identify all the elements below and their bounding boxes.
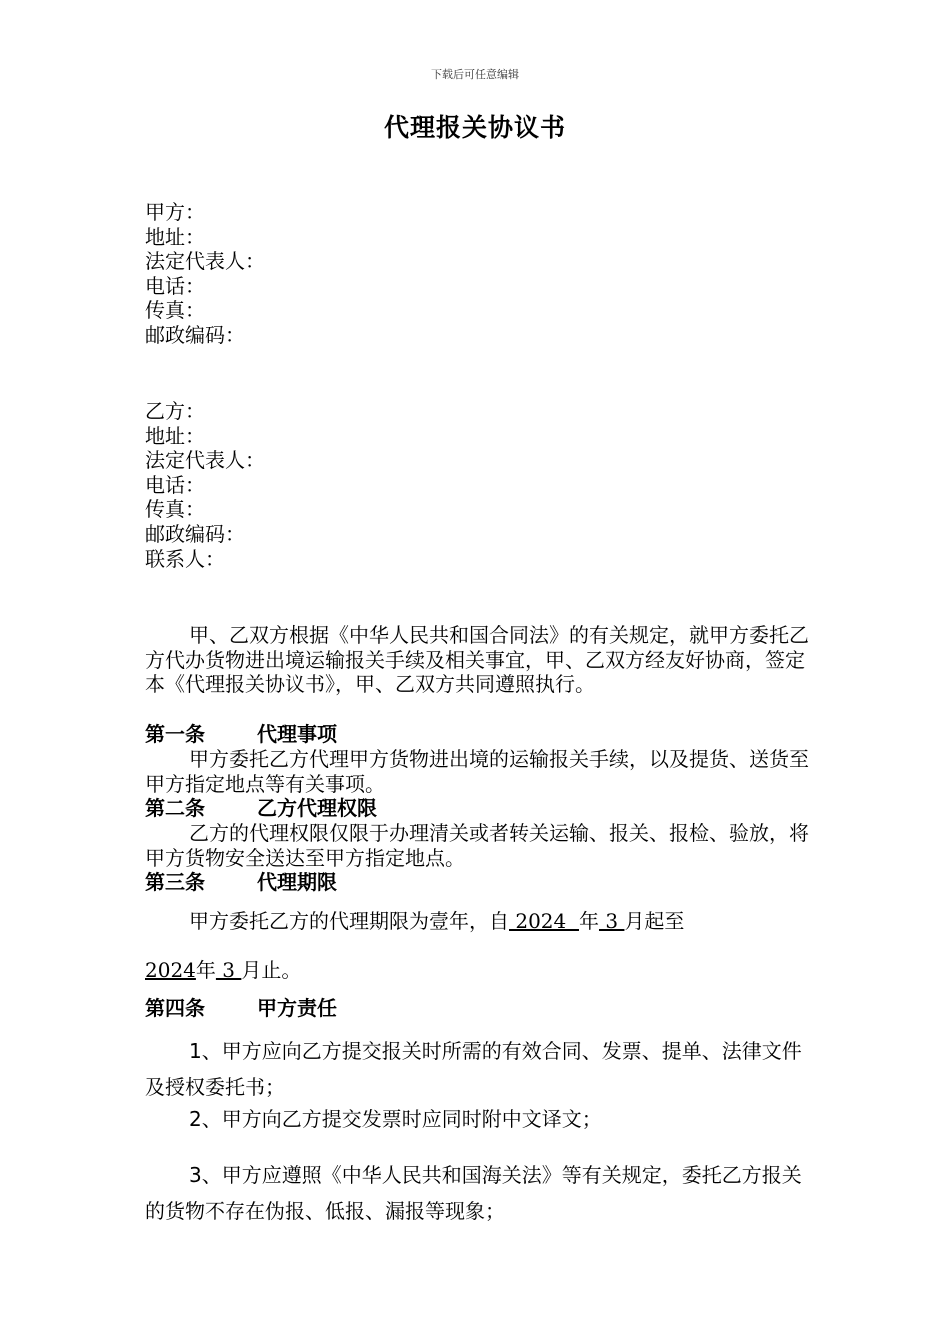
intro-paragraph <box>145 623 817 697</box>
party-b-fax: 传真： <box>145 497 205 522</box>
article-1-title: 代理事项 <box>257 722 337 746</box>
article-3-title: 代理期限 <box>257 870 337 894</box>
article-3-end-year: 2024 <box>145 958 196 982</box>
article-1-number: 第一条 <box>145 722 205 746</box>
article-3-text-before: 甲方委托乙方的代理期限为壹年，自 <box>189 909 509 933</box>
article-3-text-end: 月止。 <box>241 958 302 982</box>
party-b-phone: 电话： <box>145 472 205 497</box>
article-4-item-3-text: 3、甲方应遵照《中华人民共和国海关法》等有关规定，委托乙方报关的货物不存在伪报、低报、漏报等现象； <box>145 1163 802 1223</box>
article-3-heading <box>145 870 337 895</box>
article-4-item-3 <box>145 1157 817 1229</box>
article-3-end-month: 3 <box>215 958 242 982</box>
article-3-line-1 <box>189 909 684 933</box>
party-b-block <box>145 399 265 571</box>
party-b-legal-rep: 法定代表人： <box>145 448 265 473</box>
party-a-postcode: 邮政编码： <box>145 322 245 347</box>
article-1-text: 甲方委托乙方代理甲方货物进出境的运输报关手续，以及提货、送货至甲方指定地点等有关事项。 <box>145 747 809 796</box>
party-b-name: 乙方： <box>145 399 205 423</box>
article-3-line-2 <box>145 958 301 982</box>
party-a-block <box>145 200 265 348</box>
party-a-address: 地址： <box>145 224 205 249</box>
party-b-postcode: 邮政编码： <box>145 521 245 546</box>
party-a-legal-rep: 法定代表人： <box>145 249 265 274</box>
party-b-address: 地址： <box>145 423 205 448</box>
article-3-text-mid: 月起至 <box>624 909 685 933</box>
article-3-year-char: 年 <box>578 909 599 933</box>
document-title: 代理报关协议书 <box>383 113 566 142</box>
article-4-item-2 <box>145 1107 817 1131</box>
article-4-title: 甲方责任 <box>257 996 337 1020</box>
article-4-item-1-text: 1、甲方应向乙方提交报关时所需的有效合同、发票、提单、法律文件及授权委托书； <box>145 1039 802 1099</box>
party-a-fax: 传真： <box>145 298 205 323</box>
article-3-number: 第三条 <box>145 870 205 894</box>
intro-text: 甲、乙双方根据《中华人民共和国合同法》的有关规定，就甲方委托乙方代办货物进出境运输报关手续及相关事宜，甲、乙双方经友好协商，签定本《代理报关协议书》，甲、乙双方共同遵照执行。 <box>145 623 809 697</box>
party-a-phone: 电话： <box>145 273 205 298</box>
article-4-number: 第四条 <box>145 996 205 1020</box>
article-3-start-year: 2024 <box>509 909 579 933</box>
header-note: 下载后可任意编辑 <box>431 68 519 81</box>
article-2-text: 乙方的代理权限仅限于办理清关或者转关运输、报关、报检、验放，将甲方货物安全送达至甲方指定地点。 <box>145 821 809 870</box>
article-2-heading <box>145 796 377 821</box>
article-2-number: 第二条 <box>145 796 205 820</box>
article-4-heading <box>145 996 337 1021</box>
article-1-heading <box>145 722 337 747</box>
article-1-body <box>145 747 817 796</box>
article-4-item-1 <box>145 1033 817 1105</box>
article-3-year-char-2: 年 <box>195 958 216 982</box>
party-b-contact: 联系人： <box>145 546 225 571</box>
article-2-body <box>145 821 817 870</box>
party-a-name: 甲方： <box>145 200 205 224</box>
article-3-start-month: 3 <box>598 909 625 933</box>
article-2-title: 乙方代理权限 <box>257 796 377 820</box>
article-4-item-2-text: 2、甲方向乙方提交发票时应同时附中文译文； <box>189 1107 602 1131</box>
